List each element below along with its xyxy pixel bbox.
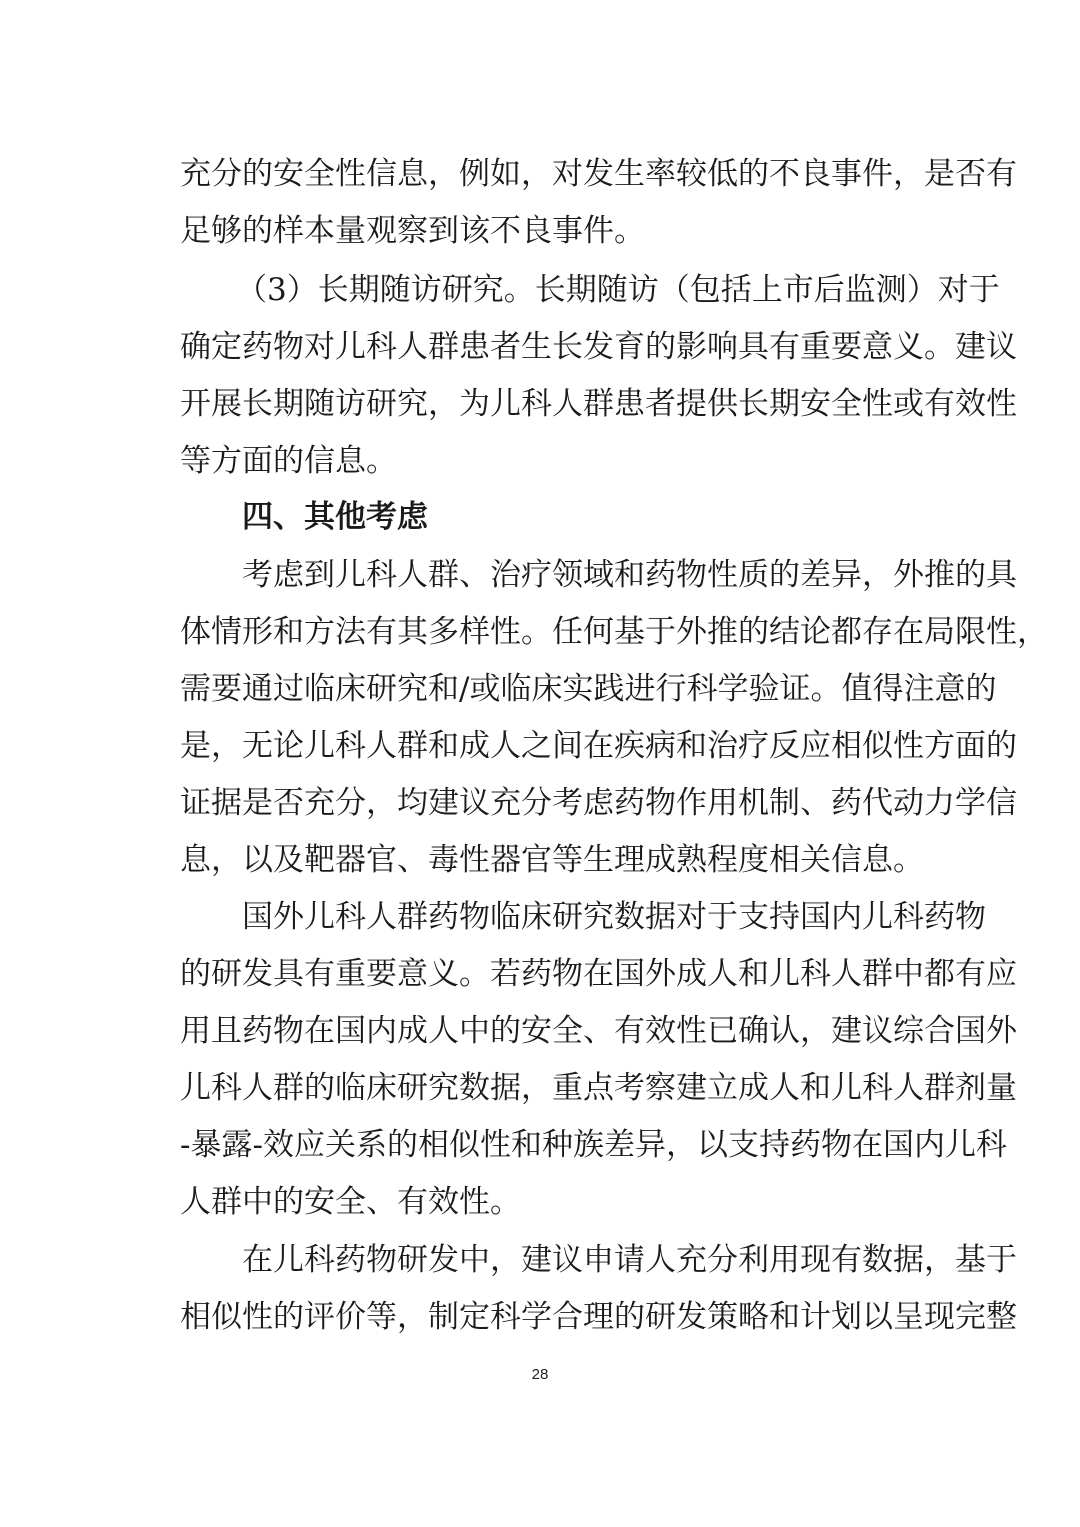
text-line: 是，无论儿科人群和成人之间在疾病和治疗反应相似性方面的 [180, 728, 1017, 764]
text-line: 证据是否充分，均建议充分考虑药物作用机制、药代动力学信 [180, 785, 1017, 821]
text-line: 足够的样本量观察到该不良事件。 [180, 213, 645, 249]
text-line: 需要通过临床研究和/或临床实践进行科学验证。值得注意的 [180, 671, 997, 707]
text-line: 在儿科药物研发中，建议申请人充分利用现有数据，基于 [242, 1242, 1017, 1278]
text-line: （3）长期随访研究。长期随访（包括上市后监测）对于 [236, 272, 1000, 308]
text-line: 等方面的信息。 [180, 443, 397, 479]
page-number: 28 [531, 1366, 549, 1383]
text-line: 的研发具有重要意义。若药物在国外成人和儿科人群中都有应 [180, 956, 1017, 992]
text-line: 人群中的安全、有效性。 [180, 1184, 521, 1220]
text-line: 体情形和方法有其多样性。任何基于外推的结论都存在局限性， [180, 614, 1048, 650]
section-heading: 四、其他考虑 [242, 499, 428, 535]
text-line: 息，以及靶器官、毒性器官等生理成熟程度相关信息。 [180, 842, 924, 878]
text-line: 确定药物对儿科人群患者生长发育的影响具有重要意义。建议 [180, 329, 1017, 365]
text-line: 开展长期随访研究，为儿科人群患者提供长期安全性或有效性 [180, 386, 1017, 422]
text-line: 考虑到儿科人群、治疗领域和药物性质的差异，外推的具 [242, 557, 1017, 593]
text-line: 用且药物在国内成人中的安全、有效性已确认，建议综合国外 [180, 1013, 1017, 1049]
text-line: 相似性的评价等，制定科学合理的研发策略和计划以呈现完整 [180, 1299, 1017, 1335]
text-line: 国外儿科人群药物临床研究数据对于支持国内儿科药物 [242, 899, 986, 935]
text-line: -暴露-效应关系的相似性和种族差异，以支持药物在国内儿科 [180, 1127, 1007, 1163]
text-line: 充分的安全性信息，例如，对发生率较低的不良事件，是否有 [180, 156, 1017, 192]
text-line: 儿科人群的临床研究数据，重点考察建立成人和儿科人群剂量 [180, 1070, 1017, 1106]
